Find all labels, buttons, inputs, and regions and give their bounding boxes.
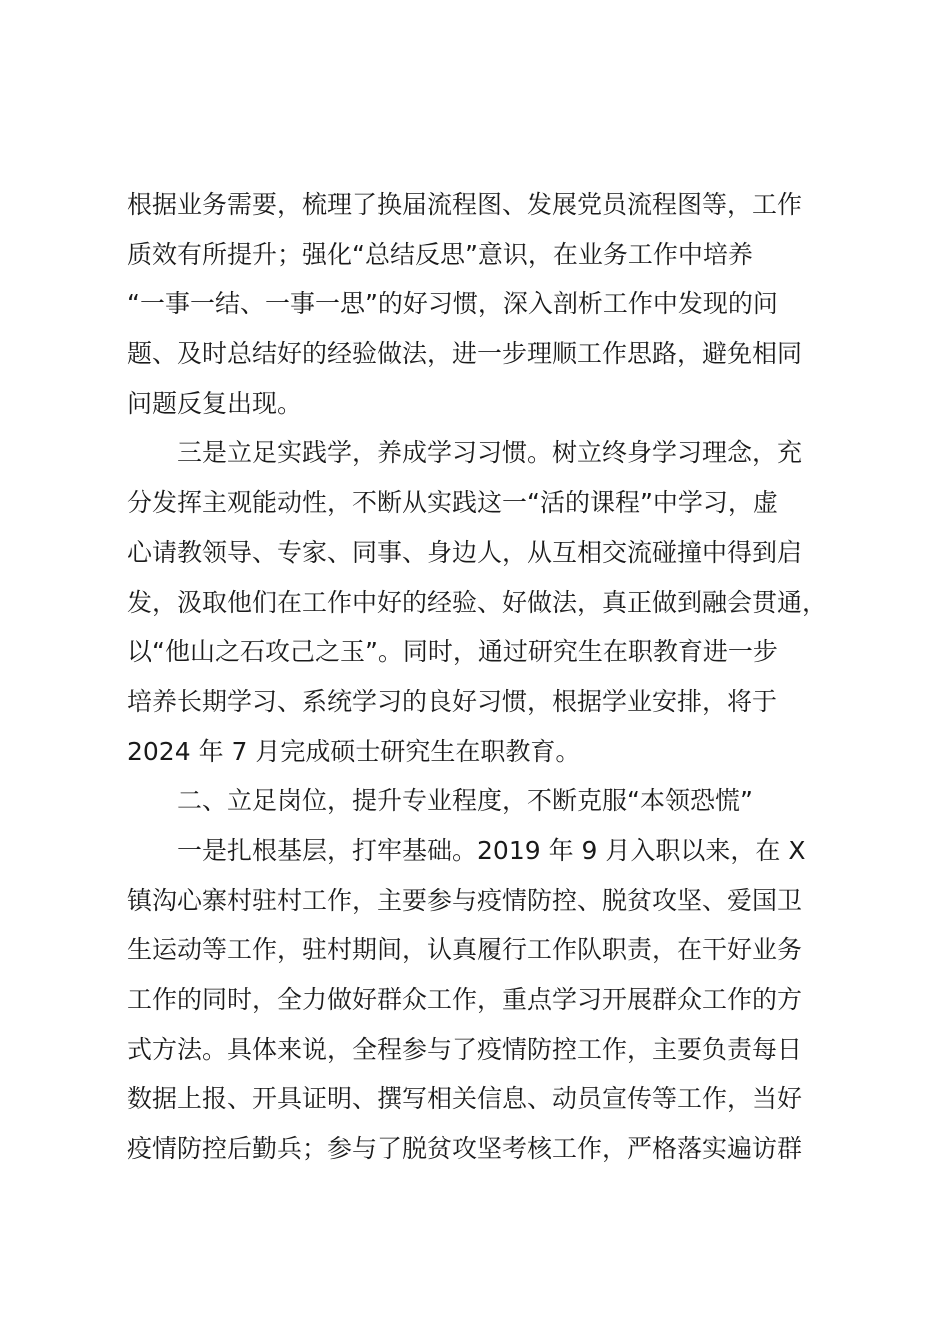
paragraph-start-line: 一是扎根基层，打牢基础。2019 年 9 月入职以来，在 X xyxy=(177,835,806,865)
text-line: 分发挥主观能动性，不断从实践这一“活的课程”中学习，虚 xyxy=(127,488,778,518)
text-line: 工作的同时，全力做好群众工作，重点学习开展群众工作的方 xyxy=(127,985,803,1014)
text-line: “一事一结、一事一思”的好习惯，深入剖析工作中发现的问 xyxy=(127,289,778,319)
text-line: 数据上报、开具证明、撰写相关信息、动员宣传等工作，当好 xyxy=(127,1084,803,1114)
section-heading: 二、立足岗位，提升专业程度，不断克服“本领恐慌” xyxy=(177,786,753,816)
text-line: 2024 年 7 月完成硕士研究生在职教育。 xyxy=(127,736,581,766)
text-line: 生运动等工作，驻村期间，认真履行工作队职责，在干好业务 xyxy=(127,935,803,965)
document-body xyxy=(127,180,857,1174)
text-line: 以“他山之石攻己之玉”。同时，通过研究生在职教育进一步 xyxy=(127,637,778,667)
text-line: 心请教领导、专家、同事、身边人，从互相交流碰撞中得到启 xyxy=(127,537,803,567)
text-line: 培养长期学习、系统学习的良好习惯，根据学业安排，将于 xyxy=(127,686,778,716)
text-line: 根据业务需要，梳理了换届流程图、发展党员流程图等，工作 xyxy=(127,190,803,219)
text-line: 式方法。具体来说，全程参与了疫情防控工作，主要负责每日 xyxy=(127,1034,803,1064)
text-line: 题、及时总结好的经验做法，进一步理顺工作思路，避免相同 xyxy=(127,339,803,369)
paragraph-start-line: 三是立足实践学，养成学习习惯。树立终身学习理念，充 xyxy=(177,438,803,468)
text-line: 镇沟心寨村驻村工作，主要参与疫情防控、脱贫攻坚、爱国卫 xyxy=(127,885,803,915)
text-line: 发，汲取他们在工作中好的经验、好做法，真正做到融会贯通， xyxy=(127,587,828,617)
text-line: 疫情防控后勤兵；参与了脱贫攻坚考核工作，严格落实遍访群 xyxy=(127,1134,803,1164)
text-line: 质效有所提升；强化“总结反思”意识，在业务工作中培养 xyxy=(127,239,753,269)
text-line: 问题反复出现。 xyxy=(127,388,303,418)
